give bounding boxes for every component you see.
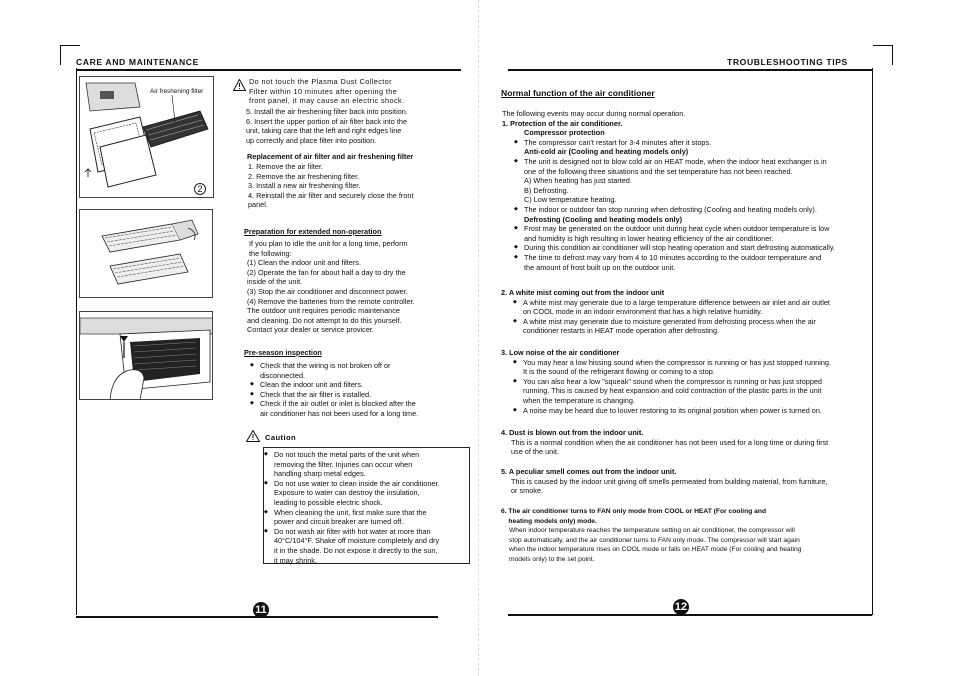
- bullet-line: ◆ You can also hear a low "squeak" sound when the compressor is running or has just stopped: [501, 377, 831, 387]
- bullet-line: ◆ A white mist may generate due to moisture generated from defrosting process when the air: [501, 317, 830, 327]
- bullet-line: ◆ During this condition air conditioner will stop heating operation and start defrosting automatically.: [502, 243, 835, 253]
- right-page-number: 12: [674, 601, 688, 613]
- bullet-line: ◆ A noise may be heard due to louver restoring to its original position when power is turned on.: [501, 406, 831, 416]
- pre-season-item: ◆ Check if the air outlet or inlet is blocked after the: [260, 399, 418, 409]
- prep-line: inside of the unit.: [247, 277, 303, 287]
- right-page-header: TROUBLESHOOTING TIPS: [727, 57, 848, 67]
- air-freshening-filter-label: Air freshening filter: [150, 88, 204, 95]
- caution-triangle-icon: [246, 430, 260, 442]
- bullet-line-cont: when the temperature is changing.: [523, 395, 635, 405]
- prep-line: If you plan to idle the unit for a long time, perform: [249, 239, 408, 248]
- replacement-step: panel.: [248, 200, 268, 210]
- caution-item-cont: it in the shade. Do not expose it directly to the sun,: [274, 545, 438, 555]
- caution-item-cont: leading to possible electric shock.: [274, 497, 383, 507]
- bullet-line: ◆ The time to defrost may vary from 4 to 10 minutes according to the outdoor temperature and: [502, 253, 835, 263]
- filter-illustration-3: [79, 311, 213, 400]
- section-4-line: This is a normal condition when the air conditioner has not been used for a long time or during first: [511, 437, 829, 447]
- caution-item: ◆ Do not touch the metal parts of the unit when: [274, 450, 440, 460]
- replacement-step: 1. Remove the air filter.: [248, 162, 324, 171]
- caution-item-cont: Exposure to water can destroy the insulation,: [274, 488, 420, 498]
- bullet-line: ◆ The unit is designed not to blow cold air on HEAT mode, when the indoor heat exchanger is in: [502, 157, 835, 167]
- prep-line: and cleaning. Do not attempt to do this yourself.: [247, 315, 402, 325]
- pre-season-item-cont: air conditioner has not been used for a long time.: [260, 408, 419, 418]
- prep-line: (4) Remove the batteries from the remote controller.: [247, 296, 415, 306]
- section-5-line: This is caused by the indoor unit giving off smells permeated from building material, from furniture,: [511, 476, 828, 486]
- section-6-line: When indoor temperature reaches the temperature setting on air conditioner, the compressor will: [509, 527, 795, 535]
- abc-line: A) When heating has just started.: [524, 176, 632, 186]
- intro-line: The following events may occur during normal operation.: [502, 109, 686, 118]
- section-6-line: models only) to the set point.: [509, 555, 595, 563]
- section-6-head-cont: heating models only) mode.: [501, 517, 597, 525]
- prep-line: the following:: [249, 248, 292, 258]
- section-5-line: or smoke.: [511, 486, 544, 496]
- bullet-line: ◆ You may hear a low hissing sound when the compressor is running or has just stopped running.: [501, 358, 831, 368]
- left-page-header: CARE AND MAINTENANCE: [76, 57, 199, 67]
- bullet-line: ◆ The indoor or outdoor fan stop running when defrosting (Cooling and heating models only).: [502, 205, 835, 215]
- replacement-step: 3. Install a new air freshening filter.: [248, 181, 361, 191]
- pre-season-item: ◆ Check that the air filter is installed.: [260, 390, 418, 400]
- abc-line: C) Low temperature heating.: [524, 195, 617, 205]
- pre-season-item: ◆ Check that the wiring is not broken off or: [260, 361, 418, 371]
- caution-item: ◆ When cleaning the unit, first make sure that the: [274, 508, 440, 518]
- section-3-head: 3. Low noise of the air conditioner: [501, 348, 620, 357]
- bullet-line-cont: It is the sound of the refrigerant flowing or coming to a stop.: [523, 367, 715, 377]
- replacement-title: Replacement of air filter and air freshening filter: [247, 152, 414, 161]
- warning-line: Do not touch the Plasma Dust Collector: [249, 77, 392, 86]
- bullet-line-cont: and humidity is high resulting in lower heating efficiency of the air conditioner.: [524, 233, 774, 243]
- left-page-number: 11: [253, 602, 269, 618]
- caution-item-cont: removing the filter. Injuries can occur when: [274, 459, 413, 469]
- bullet-line-cont: running. This is caused by heat expansion and cold contraction of the plastic parts in the unit: [523, 386, 822, 396]
- prep-line: (3) Stop the air conditioner and disconnect power.: [247, 286, 408, 296]
- step-line: 6. Insert the upper portion of air filter back into the: [246, 116, 408, 126]
- bullet-line: ◆ The compressor can't restart for 3-4 minutes after it stops.: [502, 138, 835, 148]
- replacement-step: 4. Reinstall the air filter and securely close the front: [248, 190, 414, 200]
- caution-item-cont: 40°C/104°F. Shake off moisture completely and dry: [274, 536, 440, 546]
- pre-season-title: Pre-season inspection: [244, 348, 322, 357]
- step-line: 5. Install the air freshening filter back into position.: [246, 107, 408, 116]
- caution-item-cont: it may shrink.: [274, 555, 317, 565]
- caution-item: ◆ Do not wash air filter with hot water at more than: [274, 527, 440, 537]
- bullet-line-cont: on COOL mode in an indoor environment that has a high relative humidity.: [523, 307, 763, 317]
- bullet-line-cont: conditioner restarts in HEAT mode operation after defrosting.: [523, 326, 720, 336]
- filter-illustration-2: [79, 209, 213, 298]
- section-5-head: 5. A peculiar smell comes out from the indoor unit.: [501, 467, 677, 476]
- bullet-line-cont: one of the following three situations and the set temperature has not been reached.: [524, 166, 793, 176]
- warning-triangle-icon: [233, 79, 246, 91]
- pre-season-item-cont: disconnected.: [260, 370, 306, 380]
- warning-line: Filter within 10 minutes after opening the: [249, 86, 398, 96]
- caution-item-cont: handling sharp metal edges.: [274, 469, 366, 479]
- right-section-title: Normal function of the air conditioner: [501, 88, 655, 98]
- section-6-head: 6. The air conditioner turns to FAN only mode from COOL or HEAT (For cooling and: [501, 508, 767, 515]
- section-4-line: use of the unit.: [511, 447, 559, 457]
- section-2-head: 2. A white mist coming out from the indoor unit: [501, 288, 665, 297]
- pre-season-item: ◆ Clean the indoor unit and filters.: [260, 380, 418, 390]
- prep-line: (1) Clean the indoor unit and filters.: [247, 258, 361, 268]
- caution-item: ◆ Do not use water to clean inside the air conditioner.: [274, 479, 440, 489]
- compressor-protection: Compressor protection: [524, 128, 605, 138]
- section-6-line: when the indoor temperature rises on COOL mode or falls on HEAT mode (For cooling and heating: [509, 546, 802, 554]
- bullet-line-cont: the amount of frost built up on the outdoor unit.: [524, 262, 676, 272]
- figure-number: 2: [194, 183, 206, 195]
- defrosting-subtitle: Defrosting (Cooling and heating models only): [524, 214, 683, 224]
- prep-line: The outdoor unit requires periodic maintenance: [247, 306, 400, 316]
- section-1-head: 1. Protection of the air conditioner.: [502, 118, 623, 128]
- bullet-line: ◆ Frost may be generated on the outdoor unit during heat cycle when outdoor temperature is low: [502, 224, 835, 234]
- section-4-head: 4. Dust is blown out from the indoor unit.: [501, 428, 644, 437]
- prep-line: (2) Operate the fan for about half a day to dry the: [247, 267, 406, 277]
- abc-line: B) Defrosting.: [524, 185, 569, 195]
- replacement-step: 2. Remove the air freshening filter.: [248, 171, 360, 181]
- step-line: up correctly and place filter into position.: [246, 135, 377, 145]
- caution-item-cont: power and circuit breaker are turned off.: [274, 517, 404, 527]
- caution-title: Caution: [265, 433, 297, 442]
- anti-cold-air: Anti-cold air (Cooling and heating models only): [524, 147, 689, 157]
- section-6-line: stop automatically, and the air conditioner turns to FAN only mode. The compressor will start again: [509, 536, 800, 544]
- prep-line: Contact your dealer or service provicer.: [247, 325, 374, 335]
- bullet-line: ◆ A white mist may generate due to a large temperature difference between air inlet and air outlet: [501, 298, 830, 308]
- preparation-title: Preparation for extended non-operation: [244, 227, 382, 236]
- warning-line: front panel, it may cause an electric shock.: [249, 96, 405, 106]
- step-line: unit, taking care that the left and right edges line: [246, 126, 402, 136]
